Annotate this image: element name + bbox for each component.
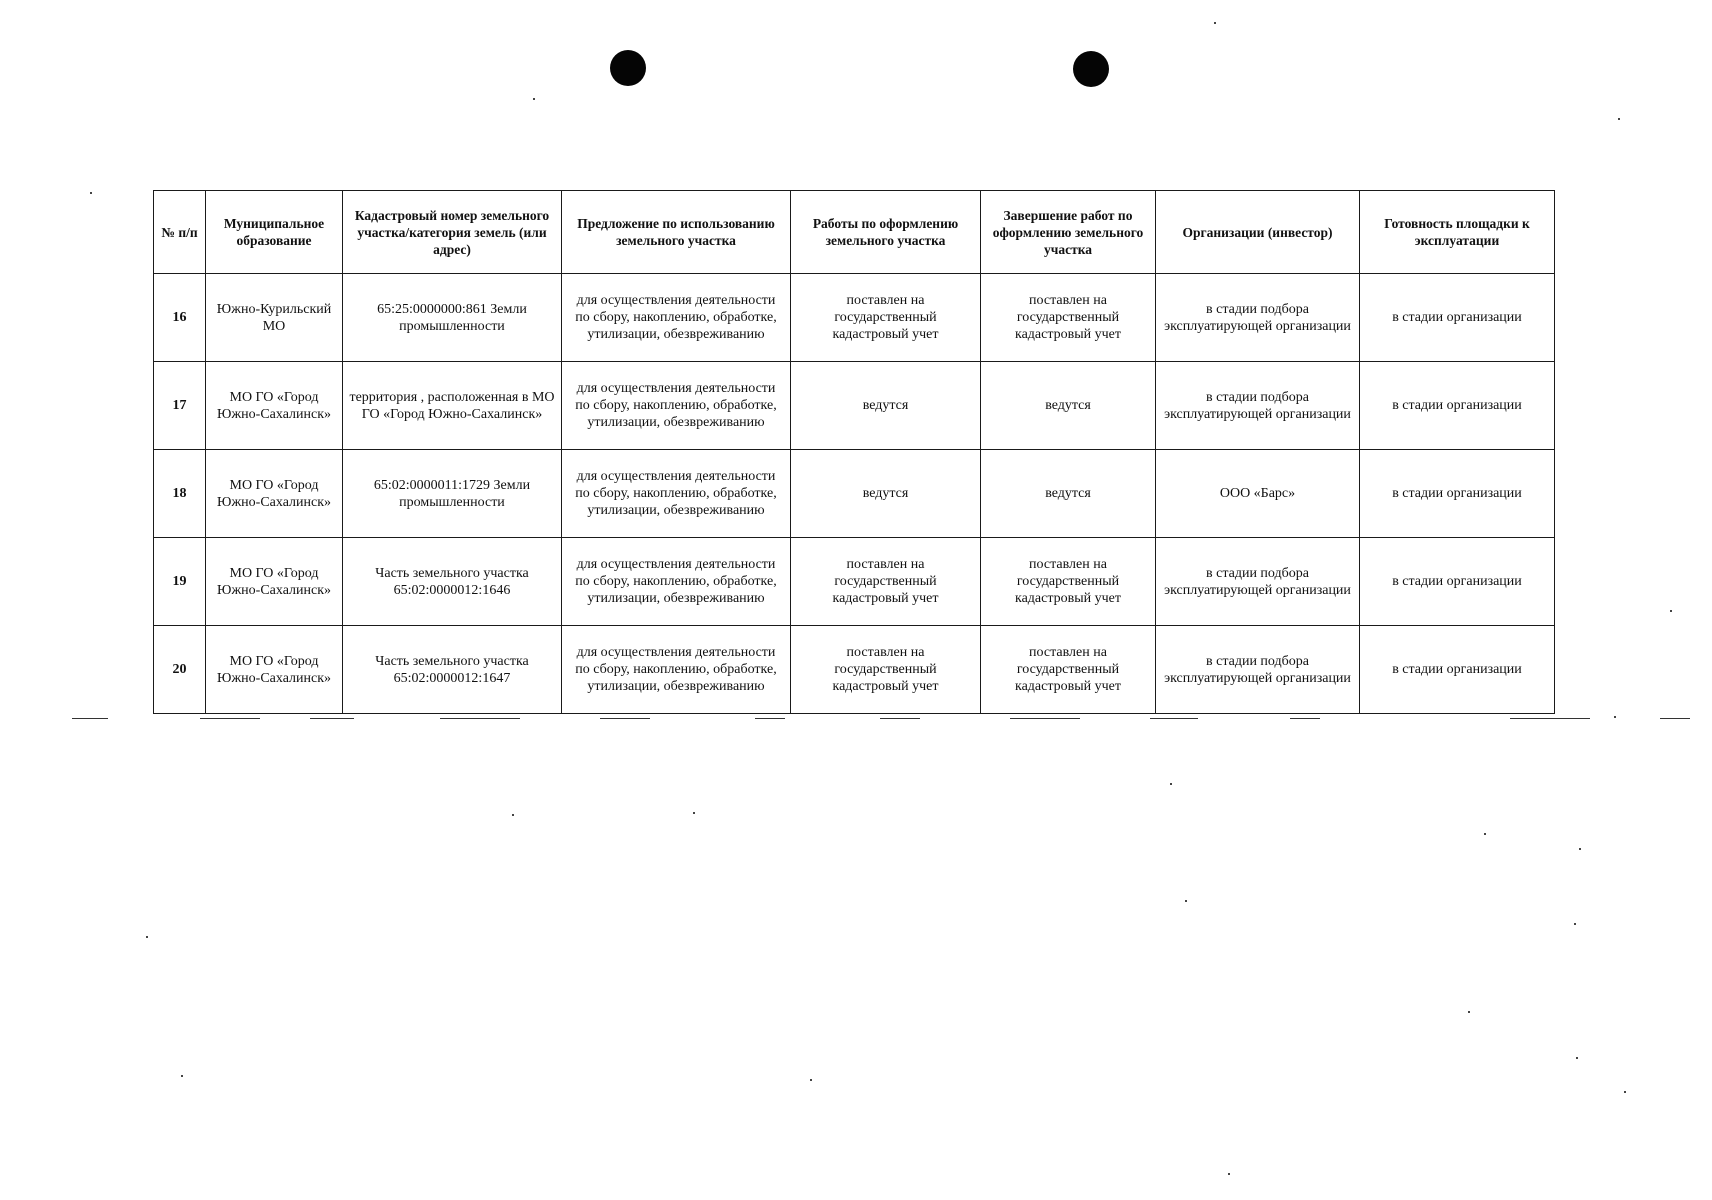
header-works: Работы по оформлению земельного участка [791, 191, 981, 274]
cadastral-cell: 65:02:0000011:1729 Земли промышленности [343, 450, 562, 538]
municipality-cell: МО ГО «Город Южно-Сахалинск» [206, 450, 343, 538]
works-cell: поставлен на государственный кадастровый учет [791, 538, 981, 626]
municipality-cell: МО ГО «Город Южно-Сахалинск» [206, 626, 343, 714]
municipality-cell: Южно-Курильский МО [206, 274, 343, 362]
scan-line-fragment [1660, 718, 1690, 719]
organization-cell: в стадии подбора эксплуатирующей организации [1156, 362, 1360, 450]
scan-line-fragment [600, 718, 650, 719]
scan-speck [1574, 923, 1576, 925]
municipality-cell: МО ГО «Город Южно-Сахалинск» [206, 538, 343, 626]
header-number: № п/п [154, 191, 206, 274]
scan-speck [1214, 22, 1216, 24]
scan-line-fragment [72, 718, 108, 719]
scan-speck [181, 1075, 183, 1077]
readiness-cell: в стадии организации [1360, 626, 1555, 714]
scan-speck [810, 1079, 812, 1081]
table-row [154, 274, 1555, 362]
row-number: 20 [154, 626, 206, 714]
header-proposal: Предложение по использованию земельного участка [562, 191, 791, 274]
row-number: 18 [154, 450, 206, 538]
table-row [154, 362, 1555, 450]
municipality-cell: МО ГО «Город Южно-Сахалинск» [206, 362, 343, 450]
scan-speck [90, 192, 92, 194]
completion-cell: ведутся [981, 450, 1156, 538]
scan-speck [1484, 833, 1486, 835]
scan-line-fragment [1010, 718, 1080, 719]
cadastral-cell: территория , расположенная в МО ГО «Город Южно-Сахалинск» [343, 362, 562, 450]
row-number: 19 [154, 538, 206, 626]
scan-speck [1185, 900, 1187, 902]
works-cell: ведутся [791, 450, 981, 538]
scan-speck [1468, 1011, 1470, 1013]
header-cadastral: Кадастровый номер земельного участка/категория земель (или адрес) [343, 191, 562, 274]
proposal-cell: для осуществления деятельности по сбору, накоплению, обработке, утилизации, обезвреживанию [562, 362, 791, 450]
land-plots-table [153, 190, 1555, 714]
scan-line-fragment [755, 718, 785, 719]
proposal-cell: для осуществления деятельности по сбору, накоплению, обработке, утилизации, обезвреживанию [562, 450, 791, 538]
scan-line-fragment [1290, 718, 1320, 719]
completion-cell: поставлен на государственный кадастровый учет [981, 538, 1156, 626]
proposal-cell: для осуществления деятельности по сбору, накоплению, обработке, утилизации, обезвреживанию [562, 626, 791, 714]
cadastral-cell: Часть земельного участка 65:02:0000012:1647 [343, 626, 562, 714]
table-header [154, 191, 1555, 274]
cadastral-cell: Часть земельного участка 65:02:0000012:1646 [343, 538, 562, 626]
header-completion: Завершение работ по оформлению земельного участка [981, 191, 1156, 274]
header-row [154, 191, 1555, 274]
scan-speck [1576, 1057, 1578, 1059]
works-cell: поставлен на государственный кадастровый учет [791, 274, 981, 362]
organization-cell: в стадии подбора эксплуатирующей организации [1156, 274, 1360, 362]
readiness-cell: в стадии организации [1360, 274, 1555, 362]
punch-hole-right [1073, 51, 1109, 87]
scan-line-fragment [880, 718, 920, 719]
scan-speck [1618, 118, 1620, 120]
scan-line-fragment [440, 718, 520, 719]
proposal-cell: для осуществления деятельности по сбору, накоплению, обработке, утилизации, обезвреживанию [562, 274, 791, 362]
row-number: 16 [154, 274, 206, 362]
readiness-cell: в стадии организации [1360, 362, 1555, 450]
organization-cell: в стадии подбора эксплуатирующей организации [1156, 538, 1360, 626]
scan-speck [533, 98, 535, 100]
completion-cell: поставлен на государственный кадастровый учет [981, 274, 1156, 362]
scan-speck [1170, 783, 1172, 785]
works-cell: поставлен на государственный кадастровый учет [791, 626, 981, 714]
scan-line-fragment [1510, 718, 1590, 719]
scan-speck [1228, 1173, 1230, 1175]
completion-cell: поставлен на государственный кадастровый учет [981, 626, 1156, 714]
table-row [154, 450, 1555, 538]
header-municipality: Муниципальное образование [206, 191, 343, 274]
scan-speck [1614, 716, 1616, 718]
row-number: 17 [154, 362, 206, 450]
scan-speck [1670, 610, 1672, 612]
scan-line-fragment [1150, 718, 1198, 719]
organization-cell: в стадии подбора эксплуатирующей организации [1156, 626, 1360, 714]
organization-cell: ООО «Барс» [1156, 450, 1360, 538]
proposal-cell: для осуществления деятельности по сбору, накоплению, обработке, утилизации, обезвреживанию [562, 538, 791, 626]
completion-cell: ведутся [981, 362, 1156, 450]
scan-line-fragment [200, 718, 260, 719]
scan-speck [1579, 848, 1581, 850]
readiness-cell: в стадии организации [1360, 450, 1555, 538]
scan-line-fragment [310, 718, 354, 719]
header-organization: Организации (инвестор) [1156, 191, 1360, 274]
scan-speck [146, 936, 148, 938]
works-cell: ведутся [791, 362, 981, 450]
scan-speck [693, 812, 695, 814]
punch-hole-left [610, 50, 646, 86]
table-row [154, 626, 1555, 714]
readiness-cell: в стадии организации [1360, 538, 1555, 626]
header-readiness: Готовность площадки к эксплуатации [1360, 191, 1555, 274]
table-row [154, 538, 1555, 626]
table-body [154, 274, 1555, 714]
scan-speck [1624, 1091, 1626, 1093]
cadastral-cell: 65:25:0000000:861 Земли промышленности [343, 274, 562, 362]
scan-speck [512, 814, 514, 816]
